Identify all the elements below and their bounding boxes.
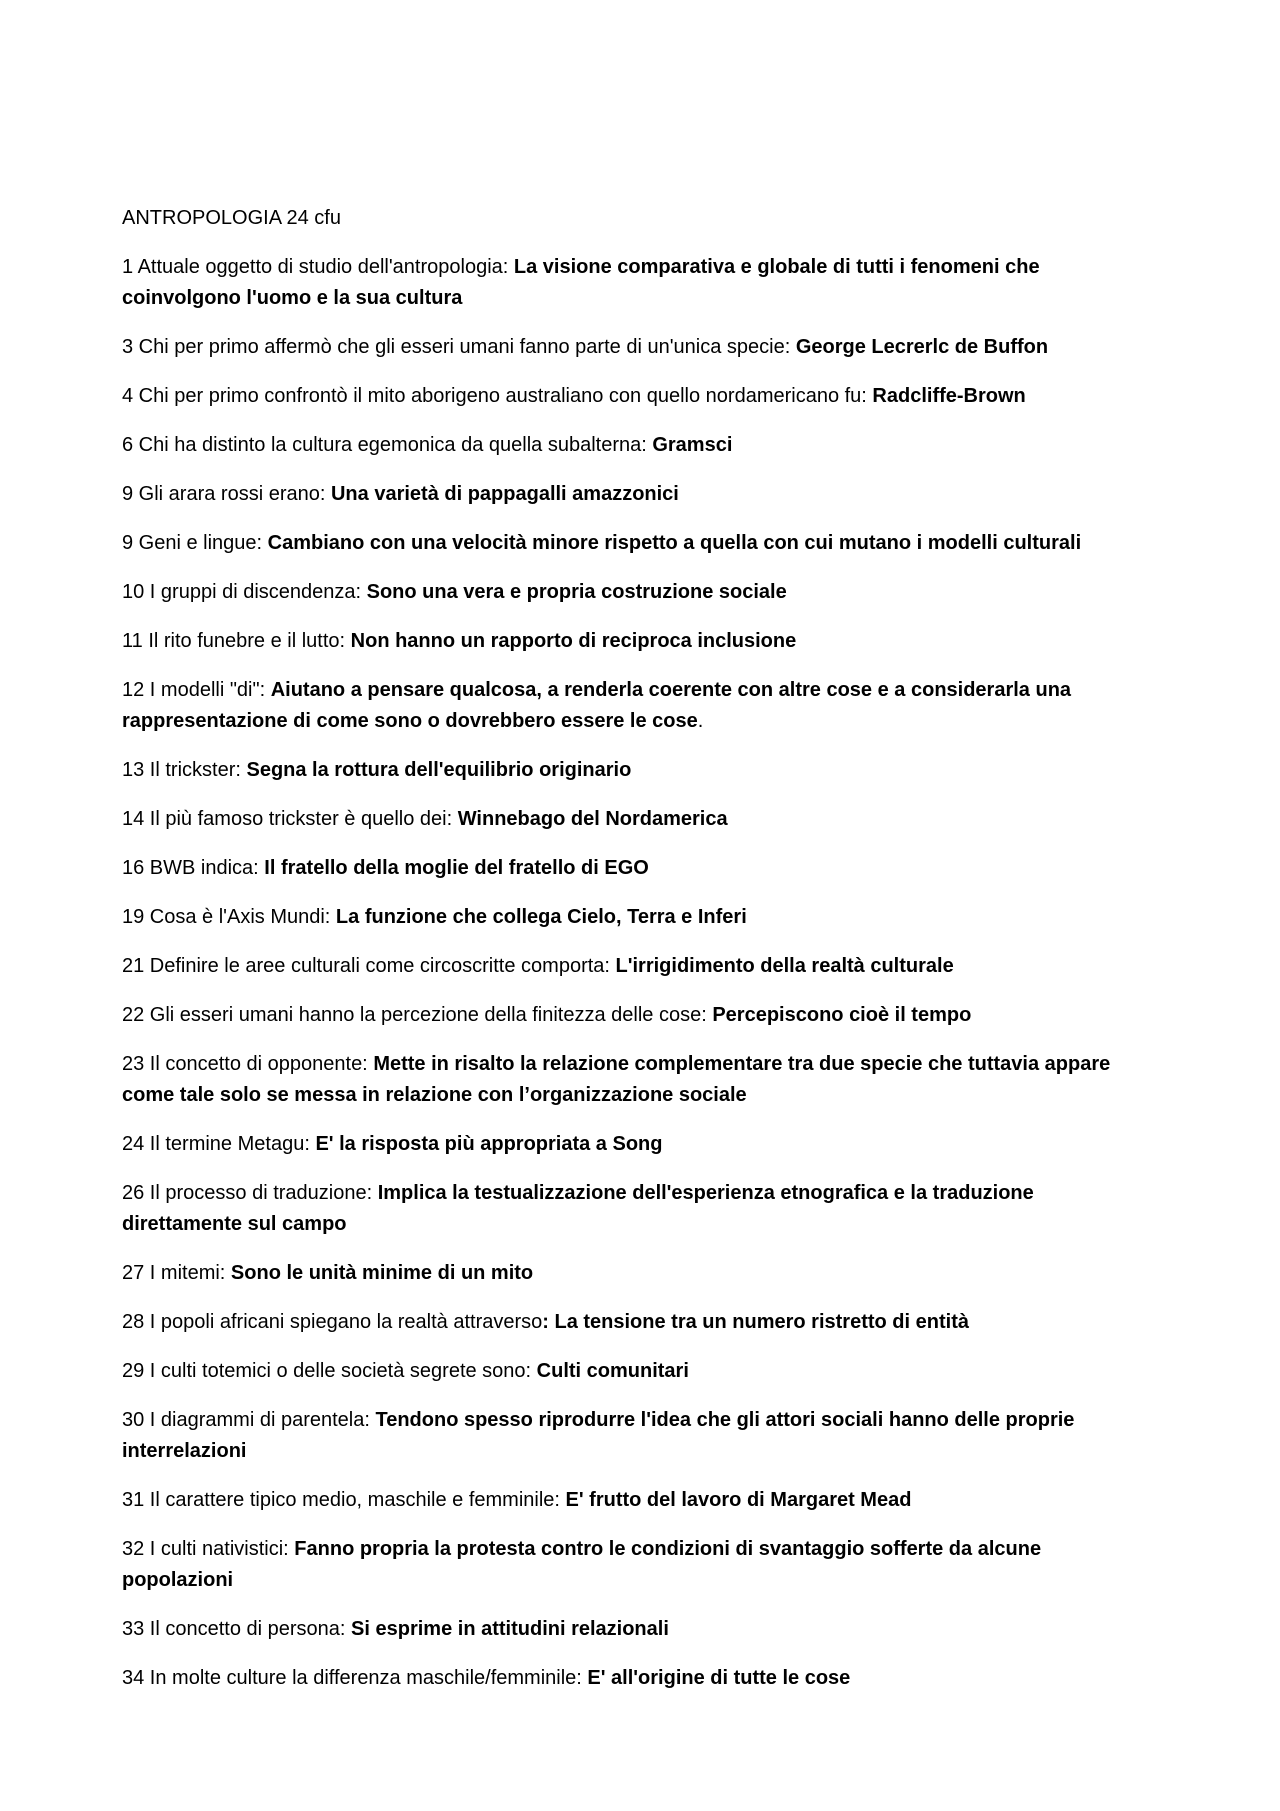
document-title: ANTROPOLOGIA 24 cfu xyxy=(122,207,341,229)
question-text: 23 Il concetto di opponente: xyxy=(122,1053,374,1075)
qa-item xyxy=(122,1614,1142,1645)
question-text: 34 In molte culture la differenza maschile/femminile: xyxy=(122,1667,588,1689)
qa-item xyxy=(122,1534,1142,1596)
answer-text: E' all'origine di tutte le cose xyxy=(587,1667,851,1689)
qa-item xyxy=(122,381,1142,412)
answer-text: La funzione che collega Cielo, Terra e Inferi xyxy=(335,906,747,928)
qa-item xyxy=(122,1258,1142,1289)
qa-item xyxy=(122,332,1142,363)
answer-text: L'irrigidimento della realtà culturale xyxy=(615,955,954,977)
qa-item xyxy=(122,1178,1142,1240)
qa-item xyxy=(122,577,1142,608)
answer-text: Implica la testualizzazione dell'esperienza etnografica e la traduzione direttamente sul campo xyxy=(122,1182,1034,1235)
answer-text: Tendono spesso riprodurre l'idea che gli attori sociali hanno delle proprie interrelazioni xyxy=(122,1409,1075,1462)
answer-text: Winnebago del Nordamerica xyxy=(457,808,728,830)
qa-item xyxy=(122,479,1142,510)
answer-text: Segna la rottura dell'equilibrio originario xyxy=(246,759,632,781)
answer-text: Fanno propria la protesta contro le condizioni di svantaggio sofferte da alcune popolazioni xyxy=(122,1538,1042,1591)
question-text: 12 I modelli "di": xyxy=(122,679,271,701)
qa-item xyxy=(122,675,1142,737)
answer-text: Sono una vera e propria costruzione sociale xyxy=(366,581,787,603)
answer-text: Culti comunitari xyxy=(536,1360,689,1382)
question-text: 33 Il concetto di persona: xyxy=(122,1618,352,1640)
qa-item xyxy=(122,528,1142,559)
qa-item xyxy=(122,1356,1142,1387)
question-text: 22 Gli esseri umani hanno la percezione della finitezza delle cose: xyxy=(122,1004,713,1026)
qa-item xyxy=(122,951,1142,982)
qa-item xyxy=(122,430,1142,461)
answer-text: E' frutto del lavoro di Margaret Mead xyxy=(565,1489,912,1511)
answer-text: Una varietà di pappagalli amazzonici xyxy=(330,483,679,505)
qa-item xyxy=(122,1485,1142,1516)
question-text: 6 Chi ha distinto la cultura egemonica da quella subalterna: xyxy=(122,434,653,456)
qa-item xyxy=(122,1405,1142,1467)
answer-text: : La tensione tra un numero ristretto di entità xyxy=(542,1311,969,1333)
answer-text: Cambiano con una velocità minore rispetto a quella con cui mutano i modelli culturali xyxy=(267,532,1082,554)
qa-item xyxy=(122,626,1142,657)
answer-text: Percepiscono cioè il tempo xyxy=(712,1004,972,1026)
question-text: 11 Il rito funebre e il lutto: xyxy=(122,630,351,652)
question-text: 9 Gli arara rossi erano: xyxy=(122,483,331,505)
answer-text: La visione comparativa e globale di tutti i fenomeni che coinvolgono l'uomo e la sua cultura xyxy=(122,256,1040,309)
question-text: 30 I diagrammi di parentela: xyxy=(122,1409,376,1431)
question-text: 4 Chi per primo confrontò il mito aborigeno australiano con quello nordamericano fu: xyxy=(122,385,873,407)
answer-text: Non hanno un rapporto di reciproca inclusione xyxy=(350,630,797,652)
answer-text: E' la risposta più appropriata a Song xyxy=(315,1133,663,1155)
question-text: 32 I culti nativistici: xyxy=(122,1538,295,1560)
question-text: 10 I gruppi di discendenza: xyxy=(122,581,367,603)
answer-text: Mette in risalto la relazione complementare tra due specie che tuttavia appare come tale solo se messa in relazione con l’organizzazione sociale xyxy=(122,1053,1111,1106)
question-text: 29 I culti totemici o delle società segrete sono: xyxy=(122,1360,537,1382)
qa-item xyxy=(122,1000,1142,1031)
question-text: 1 Attuale oggetto di studio dell'antropologia: xyxy=(122,256,514,278)
question-text: 16 BWB indica: xyxy=(122,857,265,879)
answer-text: Sono le unità minime di un mito xyxy=(230,1262,534,1284)
question-text: 3 Chi per primo affermò che gli esseri umani fanno parte di un'unica specie: xyxy=(122,336,796,358)
answer-text: Radcliffe-Brown xyxy=(872,385,1026,407)
question-text: 28 I popoli africani spiegano la realtà attraverso xyxy=(122,1311,543,1333)
qa-item xyxy=(122,902,1142,933)
answer-text: Aiutano a pensare qualcosa, a renderla coerente con altre cose e a considerarla una rappresentazione di come sono o dovrebbero essere le cose xyxy=(122,679,1072,732)
qa-item xyxy=(122,1129,1142,1160)
question-text: 13 Il trickster: xyxy=(122,759,247,781)
question-text: 27 I mitemi: xyxy=(122,1262,231,1284)
answer-text: Il fratello della moglie del fratello di EGO xyxy=(264,857,649,879)
answer-text: George Lecrerlc de Buffon xyxy=(795,336,1049,358)
question-text: 19 Cosa è l'Axis Mundi: xyxy=(122,906,336,928)
qa-item xyxy=(122,804,1142,835)
qa-item xyxy=(122,252,1142,314)
qa-item xyxy=(122,1307,1142,1338)
answer-tail: . xyxy=(697,710,704,732)
qa-item xyxy=(122,1663,1142,1694)
question-text: 31 Il carattere tipico medio, maschile e femminile: xyxy=(122,1489,566,1511)
qa-item xyxy=(122,853,1142,884)
question-text: 14 Il più famoso trickster è quello dei: xyxy=(122,808,458,830)
qa-item xyxy=(122,1049,1142,1111)
qa-item xyxy=(122,755,1142,786)
question-text: 24 Il termine Metagu: xyxy=(122,1133,316,1155)
document-page xyxy=(122,203,1142,1712)
answer-text: Si esprime in attitudini relazionali xyxy=(351,1618,669,1640)
question-text: 26 Il processo di traduzione: xyxy=(122,1182,378,1204)
answer-text: Gramsci xyxy=(652,434,733,456)
question-text: 21 Definire le aree culturali come circoscritte comporta: xyxy=(122,955,616,977)
question-text: 9 Geni e lingue: xyxy=(122,532,268,554)
qa-list xyxy=(122,252,1142,1694)
